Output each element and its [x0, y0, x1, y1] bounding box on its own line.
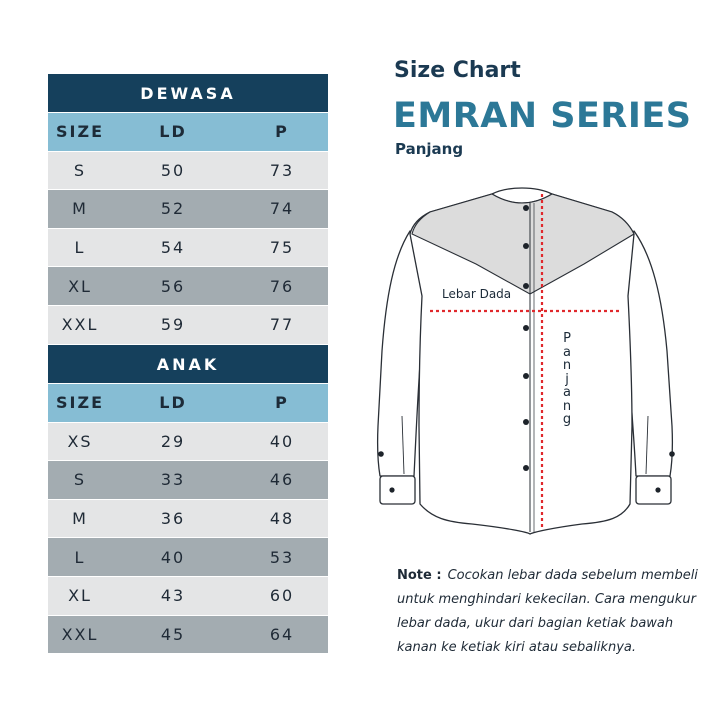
column-header-p: P — [275, 393, 289, 413]
section-header-anak: ANAK — [48, 345, 328, 383]
size-cell: M — [72, 199, 88, 219]
size-cell: XXL — [61, 624, 99, 644]
size-cell: XL — [68, 586, 92, 606]
table-row — [48, 576, 328, 615]
p-cell: 76 — [269, 276, 295, 296]
ld-cell: 50 — [160, 160, 186, 180]
table-row — [48, 537, 328, 576]
length-label-letter: a — [563, 385, 571, 400]
size-cell: XL — [68, 276, 92, 296]
chest-width-label: Lebar Dada — [442, 287, 512, 301]
table-row — [48, 305, 328, 344]
page-subtitle: Panjang — [395, 140, 464, 158]
p-cell: 48 — [269, 509, 295, 529]
p-cell: 64 — [269, 624, 295, 644]
length-label-letter: j — [565, 371, 569, 387]
size-cell: XXL — [61, 315, 99, 335]
page-title: Size Chart — [394, 58, 521, 83]
table-row — [48, 460, 328, 499]
length-label-letter: g — [562, 412, 572, 427]
p-cell: 75 — [269, 238, 295, 258]
size-cell: L — [74, 547, 86, 567]
size-cell: XS — [67, 431, 93, 451]
ld-cell: 36 — [160, 509, 186, 529]
length-label-letter: n — [562, 398, 572, 414]
section-header-dewasa: DEWASA — [48, 74, 328, 112]
column-header-size: SIZE — [55, 122, 104, 142]
column-header-row — [48, 112, 328, 151]
size-cell: L — [74, 238, 86, 258]
table-row — [48, 499, 328, 538]
table-row — [48, 615, 328, 654]
ld-cell: 52 — [160, 199, 186, 219]
ld-cell: 33 — [160, 470, 186, 490]
column-header-ld: LD — [159, 122, 187, 142]
table-row — [48, 151, 328, 190]
series-title: EMRAN SERIES — [393, 96, 692, 136]
length-label — [560, 332, 574, 427]
ld-cell: 45 — [160, 624, 186, 644]
p-cell: 46 — [269, 470, 295, 490]
ld-cell: 59 — [160, 315, 186, 335]
table-row — [48, 228, 328, 267]
p-cell: 40 — [269, 431, 295, 451]
p-cell: 73 — [269, 160, 295, 180]
p-cell: 53 — [269, 547, 295, 567]
table-row — [48, 422, 328, 461]
note-text: Cocokan lebar dada sebelum membeli untuk menghindari kekecilan. Cara mengukur lebar dada, ukur dari bagian ketiak bawah kanan ke ketiak kiri atau sebaliknya. — [397, 568, 698, 655]
size-cell: S — [73, 470, 87, 490]
size-table-anak — [48, 345, 328, 653]
length-label-letter: P — [563, 331, 571, 346]
size-table-dewasa — [48, 74, 328, 344]
length-label-letter: a — [563, 344, 571, 360]
ld-cell: 40 — [160, 547, 186, 567]
note-block — [397, 564, 702, 660]
p-cell: 74 — [269, 199, 295, 219]
column-header-ld: LD — [159, 393, 187, 413]
shirt-diagram — [372, 186, 692, 546]
ld-cell: 43 — [160, 586, 186, 606]
column-header-size: SIZE — [55, 393, 104, 413]
note-label: Note : — [397, 568, 442, 583]
column-header-row — [48, 383, 328, 422]
p-cell: 60 — [269, 586, 295, 606]
column-header-p: P — [275, 122, 289, 142]
ld-cell: 29 — [160, 431, 186, 451]
table-row — [48, 266, 328, 305]
ld-cell: 54 — [160, 238, 186, 258]
ld-cell: 56 — [160, 276, 186, 296]
size-cell: S — [73, 160, 87, 180]
size-cell: M — [72, 509, 88, 529]
table-row — [48, 189, 328, 228]
length-label-letter: n — [562, 358, 572, 373]
p-cell: 77 — [269, 315, 295, 335]
